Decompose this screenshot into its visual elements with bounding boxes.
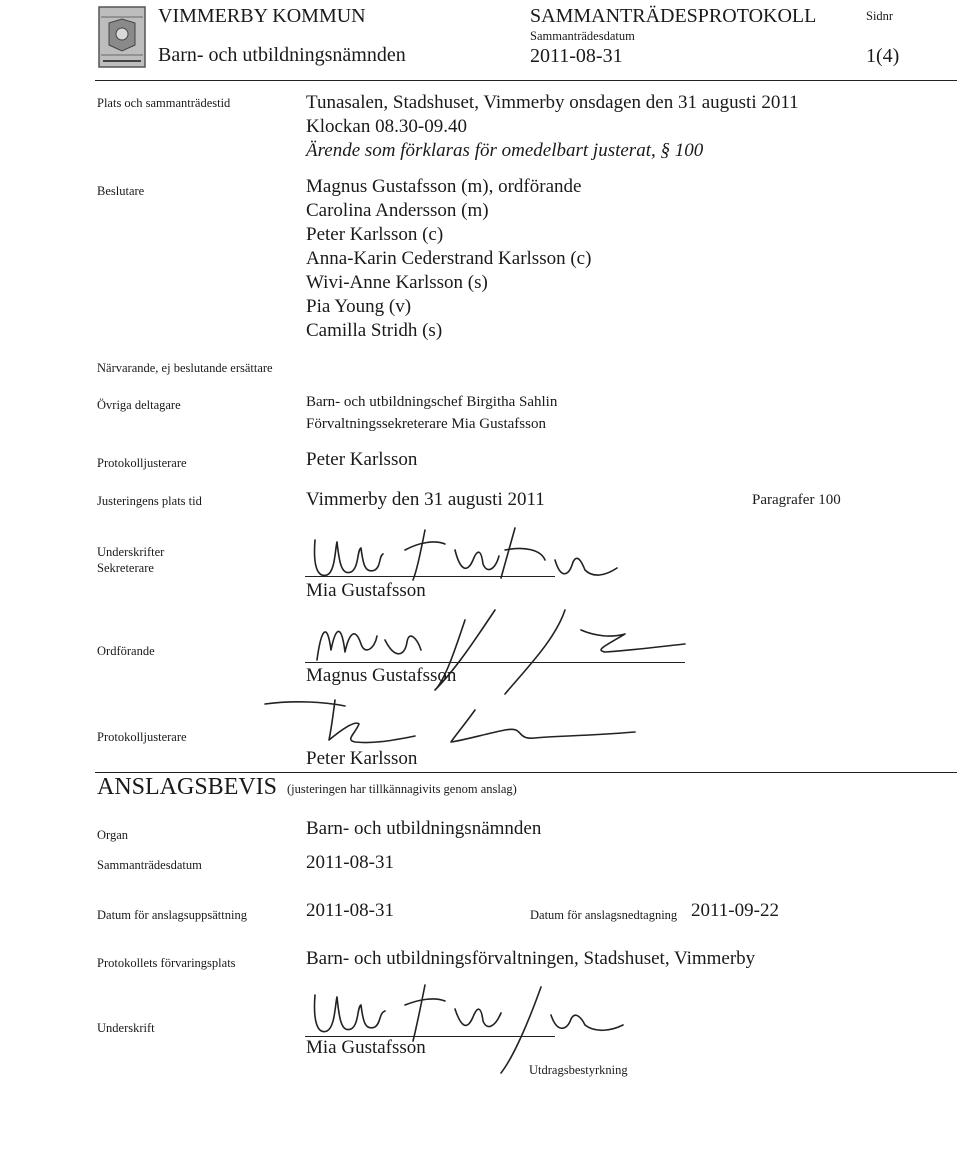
page-number: 1(4) — [866, 45, 900, 67]
organ-value: Barn- och utbildningsnämnden — [306, 818, 542, 839]
others-list — [306, 391, 557, 435]
signatures-divider — [95, 772, 957, 773]
signatures-label: Underskrifter — [97, 545, 165, 559]
adjuster-signature — [255, 690, 655, 750]
decider: Anna-Karin Cederstrand Karlsson (c) — [306, 248, 592, 269]
place-line: Tunasalen, Stadshuset, Vimmerby onsdagen den 31 augusti 2011 — [306, 92, 799, 113]
certification-label: Utdragsbestyrkning — [529, 1063, 628, 1077]
notice-date-label: Sammanträdesdatum — [97, 858, 202, 872]
notice-date-value: 2011-08-31 — [306, 852, 394, 873]
page-number-label: Sidnr — [866, 9, 894, 23]
decider: Camilla Stridh (s) — [306, 320, 443, 341]
place-block — [306, 91, 799, 163]
adjuster-signature-label: Protokolljusterare — [97, 730, 187, 744]
storage-value: Barn- och utbildningsförvaltningen, Stadshuset, Vimmerby — [306, 948, 756, 969]
committee-name: Barn- och utbildningsnämnden — [158, 44, 406, 66]
notice-subtitle: (justeringen har tillkännagivits genom anslag) — [287, 782, 517, 796]
decider: Pia Young (v) — [306, 296, 412, 317]
place-label: Plats och sammanträdestid — [97, 96, 231, 110]
posting-date-value: 2011-08-31 — [306, 900, 394, 921]
secretary-name: Mia Gustafsson — [306, 580, 426, 601]
organ-label: Organ — [97, 828, 129, 842]
substitutes-label: Närvarande, ej beslutande ersättare — [97, 361, 273, 375]
adjust-place-label: Justeringens plats tid — [97, 494, 202, 508]
other-participant: Barn- och utbildningschef Birgitha Sahlin — [306, 394, 558, 410]
other-participant: Förvaltningssekreterare Mia Gustafsson — [306, 416, 546, 432]
others-label: Övriga deltagare — [97, 398, 181, 412]
removal-date-label: Datum för anslagsnedtagning — [530, 908, 678, 922]
removal-date-value: 2011-09-22 — [691, 900, 779, 921]
deciders-label: Beslutare — [97, 184, 145, 198]
decider: Wivi-Anne Karlsson (s) — [306, 272, 488, 293]
time-line: Klockan 08.30-09.40 — [306, 116, 467, 137]
municipal-logo — [97, 5, 147, 69]
deciders-list — [306, 175, 591, 343]
adjuster-signature-name: Peter Karlsson — [306, 748, 418, 769]
posting-date-label: Datum för anslagsuppsättning — [97, 908, 247, 922]
notice-title: ANSLAGSBEVIS — [97, 774, 278, 800]
meeting-date: 2011-08-31 — [530, 45, 623, 67]
chair-signature-line — [305, 662, 685, 663]
secretary-signature-line — [305, 576, 555, 577]
adjust-place: Vimmerby den 31 augusti 2011 — [306, 489, 545, 510]
secretary-label: Sekreterare — [97, 561, 154, 575]
header-divider — [95, 80, 957, 81]
storage-label: Protokollets förvaringsplats — [97, 956, 236, 970]
notice-signature-name: Mia Gustafsson — [306, 1037, 426, 1058]
notice-signature-label: Underskrift — [97, 1021, 155, 1035]
urgent-item-note: Ärende som förklaras för omedelbart justerat, § 100 — [306, 140, 704, 161]
meeting-date-label: Sammanträdesdatum — [530, 29, 635, 43]
document-type: SAMMANTRÄDESPROTOKOLL — [530, 5, 817, 27]
decider: Carolina Andersson (m) — [306, 200, 489, 221]
chair-label: Ordförande — [97, 644, 155, 658]
municipality-name: VIMMERBY KOMMUN — [158, 5, 366, 27]
decider: Peter Karlsson (c) — [306, 224, 444, 245]
adjuster-label: Protokolljusterare — [97, 456, 187, 470]
adjuster-name: Peter Karlsson — [306, 449, 418, 470]
decider: Magnus Gustafsson (m), ordförande — [306, 176, 582, 197]
paragraphs: Paragrafer 100 — [752, 492, 841, 508]
chair-name: Magnus Gustafsson — [306, 665, 457, 686]
notice-signature — [305, 975, 635, 1075]
